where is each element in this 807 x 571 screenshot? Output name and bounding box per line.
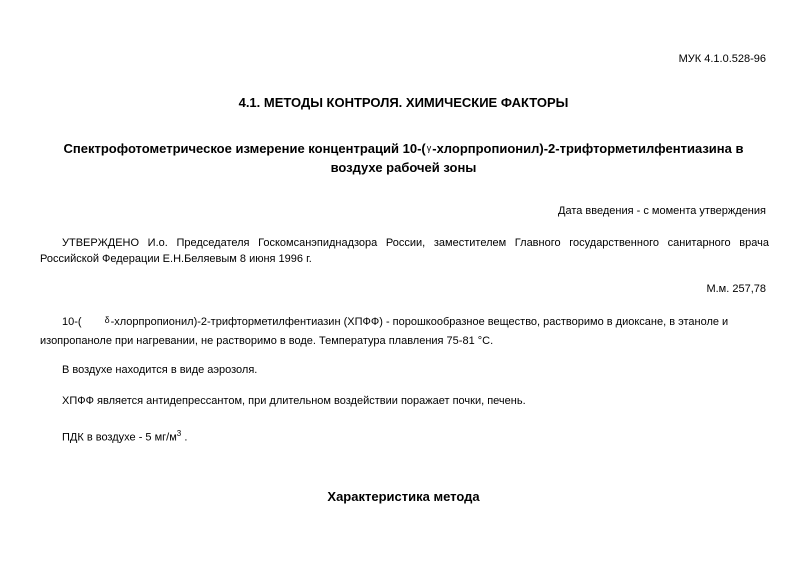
pdk-superscript: 3: [176, 429, 182, 438]
pdk-note: [40, 424, 769, 448]
pdk-end: .: [184, 431, 188, 444]
introduction-date: Дата введения - с момента утверждения: [558, 205, 766, 217]
approval-statement: УТВЕРЖДЕНО И.о. Председателя Госкомсанэпиднадзора России, заместителем Главного государственного санитарного врача Российской Федерации Е.Н.Беляевым 8 июня 1996 г.: [40, 237, 769, 265]
document-title-part1: Спектрофотометрическое измерение концентраций 10-(: [63, 141, 426, 156]
effect-note: ХПФФ является антидепрессантом, при длительном воздействии поражает почки, печень.: [62, 395, 526, 407]
method-heading: Характеристика метода: [327, 489, 480, 504]
aerosol-note: В воздухе находится в виде аэрозоля.: [62, 364, 258, 376]
document-title: [40, 140, 767, 177]
document-title-part2: -хлорпропионил)-2-трифторметилфентиазина в воздухе рабочей зоны: [330, 141, 744, 175]
pdk-text: ПДК в воздухе - 5 мг/м: [62, 431, 177, 444]
section-title: 4.1. МЕТОДЫ КОНТРОЛЯ. ХИМИЧЕСКИЕ ФАКТОРЫ: [238, 95, 569, 110]
molar-mass: М.м. 257,78: [706, 283, 766, 295]
document-code: МУК 4.1.0.528-96: [678, 53, 766, 65]
substance-description: [40, 313, 769, 351]
description-part1: 10-(: [62, 316, 82, 328]
gamma-symbol: γ: [426, 143, 432, 153]
delta-symbol: δ: [104, 315, 110, 325]
description-part2: -хлорпропионил)-2-трифторметилфентиазин (ХПФФ) - порошкообразное вещество, растворимо в диоксане, в этаноле и изопропаноле при нагревании, не растворимо в воде. Температура плавления 75-81 °С.: [40, 316, 729, 347]
